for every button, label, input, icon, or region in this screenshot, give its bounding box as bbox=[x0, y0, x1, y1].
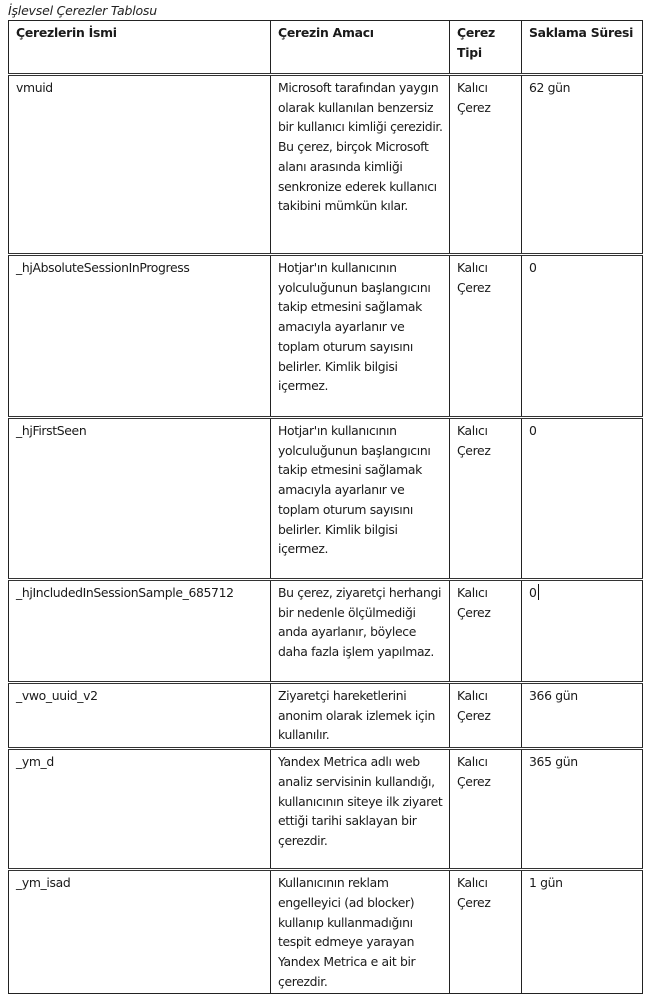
cookie-name-cell[interactable]: _ym_d bbox=[9, 749, 271, 870]
cookie-name-cell[interactable]: vmuid bbox=[9, 75, 271, 255]
table-row bbox=[9, 418, 643, 580]
cookie-duration-cell[interactable]: 0 bbox=[522, 418, 643, 580]
cookie-type-cell[interactable]: Kalıcı Çerez bbox=[450, 749, 522, 870]
cookie-duration-cell[interactable]: 1 gün bbox=[522, 870, 643, 994]
table-row bbox=[9, 683, 643, 749]
cookie-type-cell[interactable]: Kalıcı Çerez bbox=[450, 418, 522, 580]
cookie-name-cell[interactable]: _hjFirstSeen bbox=[9, 418, 271, 580]
cookie-purpose-cell[interactable]: Yandex Metrica adlı web analiz servisinin kullandığı, kullanıcının siteye ilk ziyaret ettiği tarihi saklayan bir çerezdir. bbox=[271, 749, 450, 870]
cookie-duration-cell[interactable] bbox=[522, 580, 643, 683]
table-row bbox=[9, 749, 643, 870]
table-row bbox=[9, 255, 643, 418]
cookie-type-cell[interactable]: Kalıcı Çerez bbox=[450, 580, 522, 683]
cookie-purpose-cell[interactable]: Hotjar'ın kullanıcının yolculuğunun başlangıcını takip etmesini sağlamak amacıyla ayarlanır ve toplam oturum sayısını belirler. Kimlik bilgisi içermez. bbox=[271, 418, 450, 580]
table-row bbox=[9, 870, 643, 994]
header-cookie-type: Çerez Tipi bbox=[450, 21, 522, 75]
cookie-name-cell[interactable]: _hjIncludedInSessionSample_685712 bbox=[9, 580, 271, 683]
cookie-purpose-cell[interactable]: Ziyaretçi hareketlerini anonim olarak izlemek için kullanılır. bbox=[271, 683, 450, 749]
cookie-purpose-cell[interactable]: Hotjar'ın kullanıcının yolculuğunun başlangıcını takip etmesini sağlamak amacıyla ayarlanır ve toplam oturum sayısını belirler. Kimlik bilgisi içermez. bbox=[271, 255, 450, 418]
duration-value: 0 bbox=[529, 585, 537, 600]
cookie-name-cell[interactable]: _hjAbsoluteSessionInProgress bbox=[9, 255, 271, 418]
cookie-type-cell[interactable]: Kalıcı Çerez bbox=[450, 683, 522, 749]
table-caption: İşlevsel Çerezler Tablosu bbox=[8, 3, 157, 18]
cookie-name-cell[interactable]: _ym_isad bbox=[9, 870, 271, 994]
table-row bbox=[9, 75, 643, 255]
text-cursor bbox=[538, 584, 539, 600]
header-retention-period: Saklama Süresi bbox=[522, 21, 643, 75]
cookie-purpose-cell[interactable]: Microsoft tarafından yaygın olarak kullanılan benzersiz bir kullanıcı kimliği çerezidir. Bu çerez, birçok Microsoft alanı arasında kimliği senkronize ederek kullanıcı takibini mümkün kılar. bbox=[271, 75, 450, 255]
functional-cookies-table bbox=[8, 20, 643, 994]
cookie-type-cell[interactable]: Kalıcı Çerez bbox=[450, 75, 522, 255]
cookie-duration-cell[interactable]: 366 gün bbox=[522, 683, 643, 749]
cookie-duration-cell[interactable]: 365 gün bbox=[522, 749, 643, 870]
cookie-purpose-cell[interactable]: Kullanıcının reklam engelleyici (ad blocker) kullanıp kullanmadığını tespit edmeye yarayan Yandex Metrica e ait bir çerezdir. bbox=[271, 870, 450, 994]
cookie-type-cell[interactable]: Kalıcı Çerez bbox=[450, 255, 522, 418]
table-row bbox=[9, 580, 643, 683]
table-header-row bbox=[9, 21, 643, 75]
cookie-duration-cell[interactable]: 62 gün bbox=[522, 75, 643, 255]
cookie-type-cell[interactable]: Kalıcı Çerez bbox=[450, 870, 522, 994]
cookie-duration-cell[interactable]: 0 bbox=[522, 255, 643, 418]
header-cookie-purpose: Çerezin Amacı bbox=[271, 21, 450, 75]
cookie-purpose-cell[interactable]: Bu çerez, ziyaretçi herhangi bir nedenle ölçülmediği anda ayarlanır, böylece daha fazla işlem yapılmaz. bbox=[271, 580, 450, 683]
header-cookie-name: Çerezlerin İsmi bbox=[9, 21, 271, 75]
cookie-name-cell[interactable]: _vwo_uuid_v2 bbox=[9, 683, 271, 749]
